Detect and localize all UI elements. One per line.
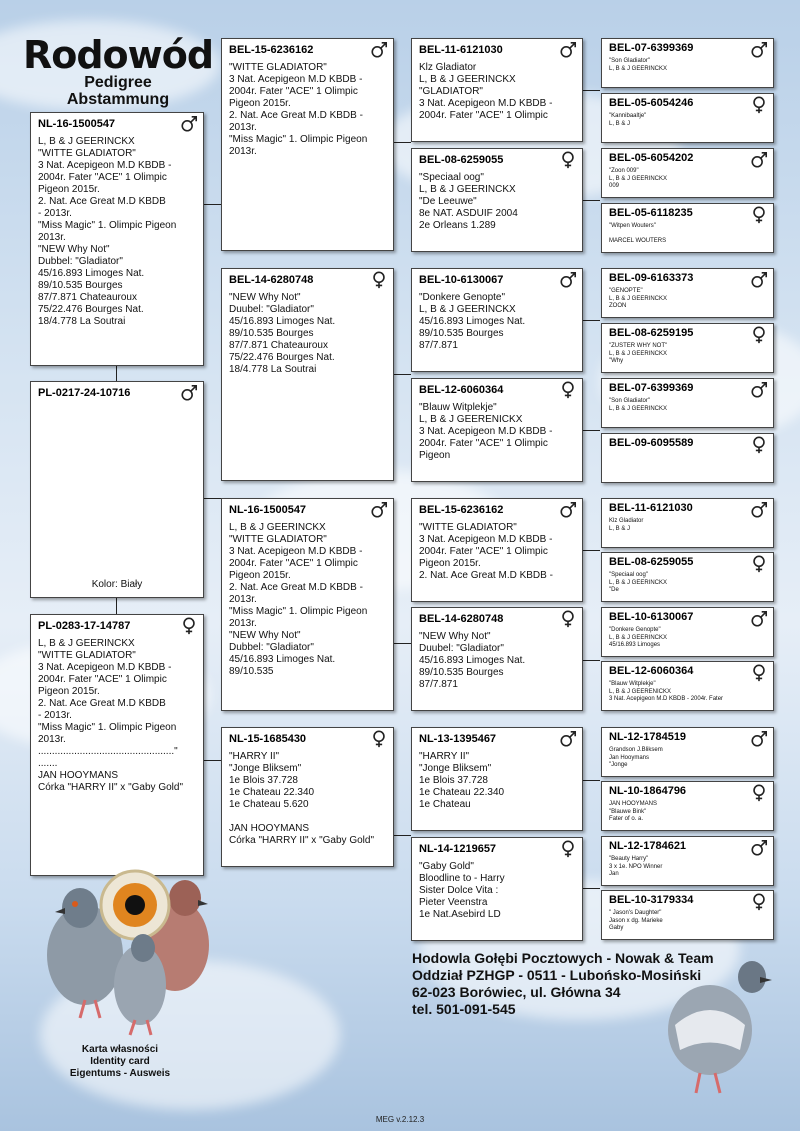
ggg-ring-number: BEL-12-6060364 <box>609 665 694 677</box>
ggg-card[interactable] <box>601 727 774 777</box>
male-icon <box>370 501 388 519</box>
male-icon <box>750 839 768 857</box>
male-icon <box>750 610 768 628</box>
ggg-ring-number: BEL-07-6399369 <box>609 382 694 394</box>
ggg-card[interactable] <box>601 498 774 548</box>
female-icon <box>180 617 198 635</box>
great-grandparent-card[interactable] <box>411 378 583 482</box>
female-icon <box>750 555 768 573</box>
great-grandparent-card[interactable] <box>411 837 583 941</box>
male-icon <box>750 151 768 169</box>
owner-address: 62-023 Borówiec, ul. Główna 34 <box>412 984 621 1000</box>
ggg-card[interactable] <box>601 433 774 483</box>
great-grandparent-ring-number: NL-13-1395467 <box>419 733 497 745</box>
ggg-card[interactable] <box>601 323 774 373</box>
subject-ring-number: PL-0217-24-10716 <box>38 387 131 399</box>
great-grandparent-ring-number: BEL-15-6236162 <box>419 504 504 516</box>
great-grandparent-ring-number: BEL-12-6060364 <box>419 384 504 396</box>
grandparent-card[interactable] <box>221 268 394 481</box>
dam-notes: L, B & J GEERINCKX "WITTE GLADIATOR" 3 Nat. Acepigeon M.D KBDB - 2004r. Fater "ACE" 1 Olimpic Pigeon 2015r. 2. Nat. Ace Great M.D KBDB - 2013r. "Miss Magic" 1. Olimpic Pigeon 2013r. ................................................." ....... JAN HOOYMANS Córka "HARRY II" x "Gaby Gold" <box>38 638 183 793</box>
male-icon <box>750 41 768 59</box>
ggg-card[interactable] <box>601 93 774 143</box>
male-icon <box>750 271 768 289</box>
female-icon <box>559 151 577 169</box>
great-grandparent-card[interactable] <box>411 727 583 831</box>
ggg-ring-number: BEL-09-6163373 <box>609 272 694 284</box>
great-grandparent-ring-number: NL-14-1219657 <box>419 843 497 855</box>
female-icon <box>750 664 768 682</box>
great-grandparent-ring-number: BEL-10-6130067 <box>419 274 504 286</box>
great-grandparent-ring-number: BEL-11-6121030 <box>419 44 503 56</box>
great-grandparent-card[interactable] <box>411 38 583 142</box>
great-grandparent-card[interactable] <box>411 498 583 602</box>
ggg-ring-number: BEL-05-6054202 <box>609 152 694 164</box>
version-label: MEG v.2.12.3 <box>375 1115 425 1124</box>
female-icon <box>750 784 768 802</box>
male-icon <box>559 501 577 519</box>
owner-phone: tel. 501-091-545 <box>412 1001 516 1017</box>
ggg-ring-number: NL-12-1784519 <box>609 731 687 743</box>
great-grandparent-notes: "Donkere Genopte" L, B & J GEERINCKX 45/16.893 Limoges Nat. 89/10.535 Bourges 87/7.871 <box>419 292 526 351</box>
great-grandparent-ring-number: BEL-14-6280748 <box>419 613 504 625</box>
male-icon <box>559 41 577 59</box>
ggg-ring-number: BEL-10-6130067 <box>609 611 694 623</box>
great-grandparent-notes: "Speciaal oog" L, B & J GEERINCKX "De Leeuwe" 8e NAT. ASDUIF 2004 2e Orleans 1.289 <box>419 172 518 231</box>
male-icon <box>559 271 577 289</box>
ggg-card[interactable] <box>601 890 774 940</box>
ggg-card[interactable] <box>601 607 774 657</box>
female-icon <box>370 730 388 748</box>
great-grandparent-notes: "HARRY II" "Jonge Bliksem" 1e Blois 37.728 1e Chateau 22.340 1e Chateau <box>419 751 505 810</box>
owner-info <box>412 950 714 1018</box>
ggg-ring-number: BEL-05-6054246 <box>609 97 694 109</box>
ggg-notes: "Kannibaaltje" L, B & J <box>609 113 647 127</box>
male-icon <box>559 730 577 748</box>
great-grandparent-notes: "Gaby Gold" Bloodline to - Harry Sister Dolce Vita : Pieter Veenstra 1e Nat.Asebird LD <box>419 861 505 920</box>
female-icon <box>750 436 768 454</box>
great-grandparent-ring-number: BEL-08-6259055 <box>419 154 504 166</box>
great-grandparent-card[interactable] <box>411 148 583 252</box>
female-icon <box>750 326 768 344</box>
identity-card-label <box>20 1044 220 1080</box>
ggg-ring-number: BEL-05-6118235 <box>609 207 693 219</box>
ggg-notes: "Zoon 009" L, B & J GEERINCKX 009 <box>609 168 668 189</box>
title-rodowod: Rodowód <box>22 33 214 77</box>
great-grandparent-card[interactable] <box>411 268 583 372</box>
female-icon <box>370 271 388 289</box>
grandparent-ring-number: BEL-14-6280748 <box>229 274 314 286</box>
ggg-notes: "Son Gladiator" L, B & J GEERINCKX <box>609 398 668 412</box>
male-icon <box>370 41 388 59</box>
female-icon <box>559 610 577 628</box>
ggg-card[interactable] <box>601 203 774 253</box>
ggg-ring-number: NL-12-1784621 <box>609 840 687 852</box>
grandparent-ring-number: NL-15-1685430 <box>229 733 307 745</box>
dam-card[interactable] <box>30 614 204 876</box>
great-grandparent-notes: "NEW Why Not" Duubel: "Gladiator" 45/16.893 Limoges Nat. 89/10.535 Bourges 87/7.871 <box>419 631 526 690</box>
female-icon <box>750 206 768 224</box>
ggg-notes: "Son Gladiator" L, B & J GEERINCKX <box>609 58 668 72</box>
grandparent-notes: "HARRY II" "Jonge Bliksem" 1e Blois 37.728 1e Chateau 22.340 1e Chateau 5.620 JAN HOOYMANS Córka "HARRY II" x "Gaby Gold" <box>229 751 374 846</box>
male-icon <box>180 115 198 133</box>
sire-card[interactable] <box>30 112 204 366</box>
male-icon <box>750 381 768 399</box>
female-icon <box>750 893 768 911</box>
ggg-notes: "Beauty Harry" 3 x 1e. NPO Winner Jan <box>609 856 663 877</box>
female-icon <box>750 96 768 114</box>
ggg-card[interactable] <box>601 268 774 318</box>
grandparent-notes: "WITTE GLADIATOR" 3 Nat. Acepigeon M.D KBDB - 2004r. Fater "ACE" 1 Olimpic Pigeon 2015r. 2. Nat. Ace Great M.D KBDB - 2013r. "Miss Magic" 1. Olimpic Pigeon 2013r. <box>229 62 368 157</box>
ggg-notes: "Donkere Genopte" L, B & J GEERINCKX 45/16.893 Limoges <box>609 627 668 648</box>
grandparent-card[interactable] <box>221 38 394 251</box>
identity-card-line: Karta własności <box>81 1044 159 1055</box>
ggg-notes: "GENOPTE" L, B & J GEERINCKX ZOON <box>609 288 668 309</box>
male-icon <box>750 501 768 519</box>
ggg-notes: Klz Gladiator L, B & J <box>609 518 644 532</box>
grandparent-notes: L, B & J GEERINCKX "WITTE GLADIATOR" 3 Nat. Acepigeon M.D KBDB - 2004r. Fater "ACE" 1 Olimpic Pigeon 2015r. 2. Nat. Ace Great M.D KBDB - 2013r. "Miss Magic" 1. Olimpic Pigeon 2013r. "NEW Why Not" Dubbel: "Gladiator" 45/16.893 Limoges Nat. 89/10.535 <box>229 522 368 677</box>
sire-ring-number: NL-16-1500547 <box>38 118 116 130</box>
grandparent-card[interactable] <box>221 498 394 711</box>
male-icon <box>750 730 768 748</box>
identity-card-line: Identity card <box>90 1056 150 1067</box>
title-abstammung: Abstammung <box>66 91 170 108</box>
pigeon-illustration-left <box>25 860 225 1040</box>
owner-line: Hodowla Gołębi Pocztowych - Nowak & Team <box>412 950 714 966</box>
ggg-notes: "Speciaal oog" L, B & J GEERINCKX "De <box>609 572 668 593</box>
ggg-notes: "Witpen Wouters" MARCEL WOUTERS <box>609 223 667 244</box>
ggg-card[interactable] <box>601 378 774 428</box>
female-icon <box>559 840 577 858</box>
ggg-ring-number: BEL-09-6095589 <box>609 437 694 449</box>
ggg-notes: "Blauw Witplekje" L, B & J GEERENICKX 3 Nat. Acepigeon M.D KBDB - 2004r. Fater <box>609 681 724 702</box>
sire-notes: L, B & J GEERINCKX "WITTE GLADIATOR" 3 Nat. Acepigeon M.D KBDB - 2004r. Fater "ACE" 1 Olimpic Pigeon 2015r. 2. Nat. Ace Great M.D KBDB - 2013r. "Miss Magic" 1. Olimpic Pigeon 2013r. "NEW Why Not" Dubbel: "Gladiator" 45/16.893 Limoges Nat. 89/10.535 Bourges 87/7.871 Chateauroux 75/22.476 Bourges Nat. 18/4.778 La Soutrai <box>38 136 177 327</box>
grandparent-ring-number: NL-16-1500547 <box>229 504 307 516</box>
ggg-ring-number: BEL-11-6121030 <box>609 502 693 514</box>
ggg-ring-number: BEL-08-6259055 <box>609 556 694 568</box>
owner-line: Oddział PZHGP - 0511 - Lubońsko-Mosiński <box>412 967 702 983</box>
ggg-notes: JAN HOOYMANS "Blauwe Bink" Fater of o. a. <box>609 801 658 822</box>
great-grandparent-card[interactable] <box>411 607 583 711</box>
subject-color: Kolor: Biały <box>91 579 143 590</box>
identity-card-line: Eigentums - Ausweis <box>69 1068 171 1079</box>
dam-ring-number: PL-0283-17-14787 <box>38 620 131 632</box>
great-grandparent-notes: Klz Gladiator L, B & J GEERINCKX "GLADIATOR" 3 Nat. Acepigeon M.D KBDB - 2004r. Fater "ACE" 1 Olimpic <box>419 62 553 121</box>
ggg-card[interactable] <box>601 148 774 198</box>
ggg-ring-number: NL-10-1864796 <box>609 785 687 797</box>
ggg-card[interactable] <box>601 661 774 711</box>
great-grandparent-notes: "WITTE GLADIATOR" 3 Nat. Acepigeon M.D KBDB - 2004r. Fater "ACE" 1 Olimpic Pigeon 2015r. 2. Nat. Ace Great M.D KBDB - <box>419 522 553 581</box>
great-grandparent-notes: "Blauw Witplekje" L, B & J GEERENICKX 3 Nat. Acepigeon M.D KBDB - 2004r. Fater "ACE" 1 Olimpic Pigeon <box>419 402 553 461</box>
ggg-card[interactable] <box>601 38 774 88</box>
title-pedigree: Pedigree <box>84 74 152 91</box>
ggg-card[interactable] <box>601 781 774 831</box>
ggg-card[interactable] <box>601 552 774 602</box>
grandparent-card[interactable] <box>221 727 394 867</box>
ggg-ring-number: BEL-08-6259195 <box>609 327 694 339</box>
subject-card[interactable] <box>30 381 204 598</box>
ggg-ring-number: BEL-10-3179334 <box>609 894 694 906</box>
female-icon <box>559 381 577 399</box>
ggg-card[interactable] <box>601 836 774 886</box>
ggg-notes: " Jason's Daughter" Jason x dg. Marieke Gaby <box>609 910 663 931</box>
male-icon <box>180 384 198 402</box>
grandparent-notes: "NEW Why Not" Duubel: "Gladiator" 45/16.893 Limoges Nat. 89/10.535 Bourges 87/7.871 Chateauroux 75/22.476 Bourges Nat. 18/4.778 La Soutrai <box>229 292 336 375</box>
pedigree-header <box>20 33 216 108</box>
grandparent-ring-number: BEL-15-6236162 <box>229 44 314 56</box>
ggg-notes: Grandson J.Bliksem Jan Hooymans "Jonge <box>609 747 663 768</box>
ggg-notes: "ZUSTER WHY NOT" L, B & J GEERINCKX "Why <box>609 343 668 364</box>
ggg-ring-number: BEL-07-6399369 <box>609 42 694 54</box>
